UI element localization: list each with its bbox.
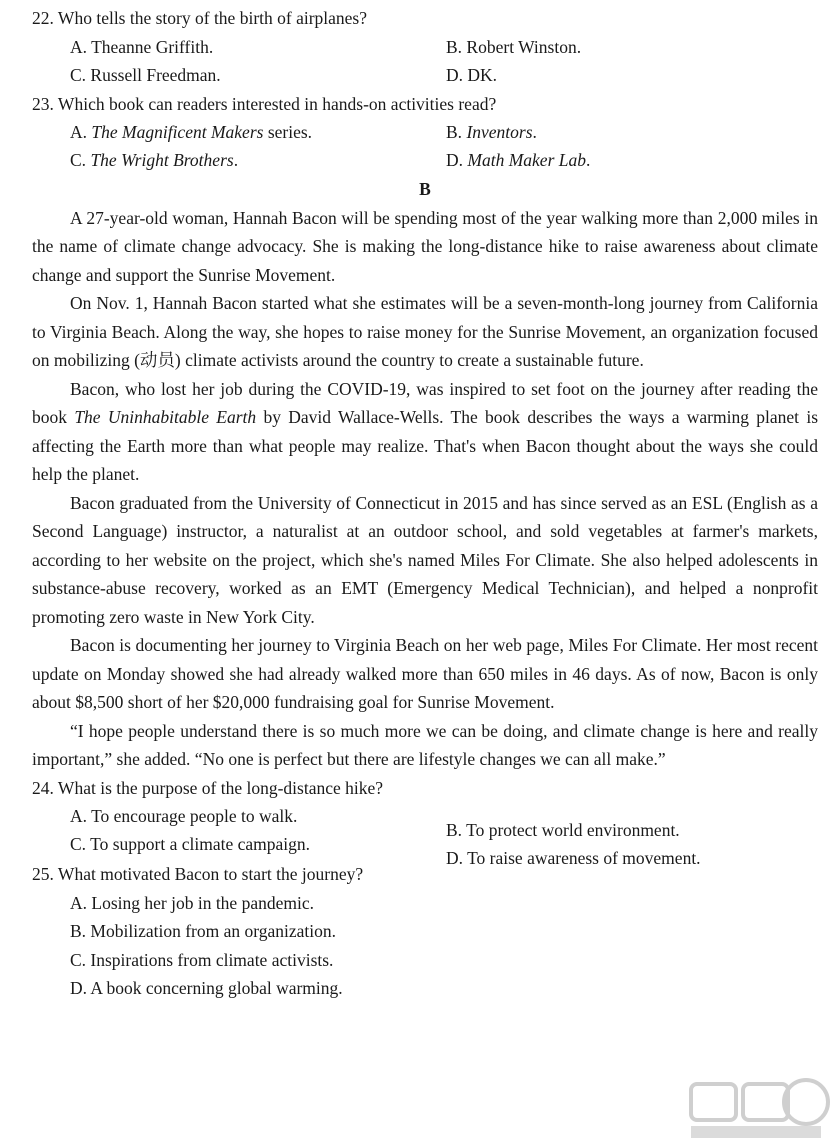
question-25-options [70, 889, 818, 1003]
question-23-options [70, 118, 818, 175]
option-a: A. The Magnificent Makers series. [70, 122, 313, 142]
option-c: C. To support a climate campaign. [70, 834, 310, 854]
question-24: 24. What is the purpose of the long-distance hike? [32, 777, 384, 798]
option-a: A. Theanne Griffith. [70, 36, 214, 57]
paragraph-6: “I hope people understand there is so much more we can be doing, and climate change is here and really important,” she added. “No one is perfect but there are lifestyle changes we can all make.” [32, 720, 818, 769]
option-b: B. Mobilization from an organization. [70, 921, 337, 941]
option-b: B. Robert Winston. [446, 36, 582, 57]
option-c: C. Inspirations from climate activists. [70, 949, 334, 970]
question-22: 22. Who tells the story of the birth of airplanes? [32, 8, 368, 28]
section-heading: B [419, 179, 431, 199]
option-d: D. Math Maker Lab. [446, 150, 591, 170]
watermark-logo-icon [681, 1072, 831, 1142]
paragraph-3: Bacon, who lost her job during the COVID-19, was inspired to set foot on the journey after reading the book The Uninhabitable Earth by David Wallace-Wells. The book describes the ways a warming planet is affecting the Earth more than what people may realize. That's when Bacon thought about the ways she could help the planet. [32, 378, 819, 484]
question-23: 23. Which book can readers interested in hands-on activities read? [32, 93, 497, 114]
option-d: D. DK. [446, 64, 498, 85]
paragraph-1: A 27-year-old woman, Hannah Bacon will be spending most of the year walking more than 2,000 miles in the name of climate change advocacy. She is making the long-distance hike to raise awareness about climate change and support the Sunrise Movement. [32, 207, 818, 285]
option-d: D. To raise awareness of movement. [446, 848, 701, 868]
question-24-options [70, 802, 818, 868]
paragraph-2: On Nov. 1, Hannah Bacon started what she estimates will be a seven-month-long journey from California to Virginia Beach. Along the way, she hopes to raise money for the Sunrise Movement, an organization focused on mobilizing (动员) climate activists around the country to create a sustainable future. [32, 293, 818, 370]
option-b: B. Inventors. [446, 122, 537, 142]
exam-page [32, 4, 818, 1003]
question-25: 25. What motivated Bacon to start the journey? [32, 864, 364, 884]
question-22-options [70, 33, 818, 90]
option-d: D. A book concerning global warming. [70, 978, 343, 998]
option-c: C. The Wright Brothers. [70, 150, 239, 170]
option-a: A. Losing her job in the pandemic. [70, 892, 314, 913]
option-c: C. Russell Freedman. [70, 64, 221, 85]
paragraph-4: Bacon graduated from the University of Connecticut in 2015 and has since served as an ESL (English as a Second Language) instructor, a naturalist at an outdoor school, and sold vegetables at farmer's markets, according to her website on the project, which she's named Miles For Climate. She also helped adolescents in substance-abuse recovery, worked as an EMT (Emergency Medical Technician), and helped a nonprofit promoting zero waste in New York City. [32, 492, 818, 627]
option-a: A. To encourage people to walk. [70, 806, 298, 826]
paragraph-5: Bacon is documenting her journey to Virginia Beach on her web page, Miles For Climate. Her most recent update on Monday showed she had already walked more than 650 miles in 46 days. As of now, Bacon is only about $8,500 short of her $20,000 fundraising goal for Sunrise Movement. [32, 635, 818, 712]
option-b: B. To protect world environment. [446, 820, 680, 840]
